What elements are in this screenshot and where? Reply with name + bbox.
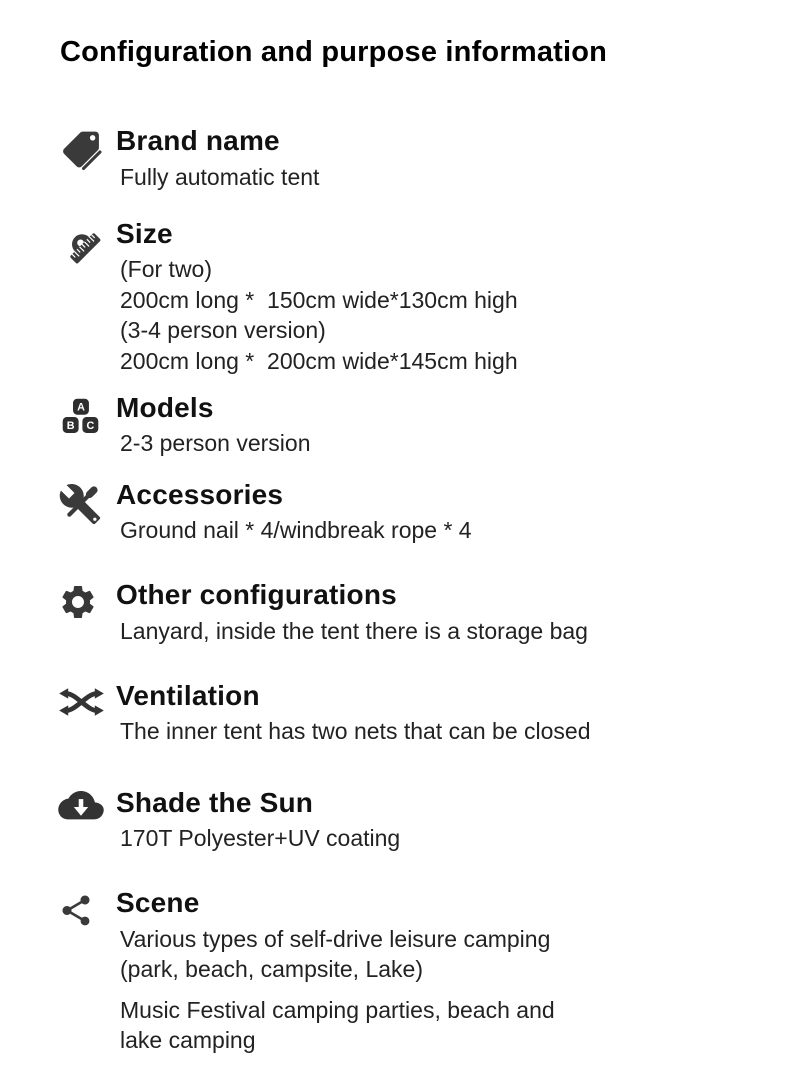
- section-body: [116, 823, 790, 853]
- section-line: (For two): [120, 256, 212, 283]
- spec-section: [58, 579, 790, 646]
- section-content: [116, 680, 790, 747]
- section-heading: Accessories: [116, 478, 284, 510]
- section-heading: Models: [116, 391, 214, 423]
- section-heading: Other configurations: [116, 579, 397, 611]
- section-line: lake camping: [120, 1026, 256, 1053]
- section-line: 2-3 person version: [120, 430, 311, 457]
- spec-section: [58, 392, 790, 459]
- section-line: 200cm long * 150cm wide*130cm high: [120, 286, 518, 313]
- section-line: The inner tent has two nets that can be closed: [120, 718, 591, 745]
- shuffle-arrows-icon: [58, 680, 116, 729]
- section-body: [116, 254, 790, 375]
- spec-section: [58, 125, 790, 192]
- tag-icon: [58, 125, 116, 174]
- spec-section: [58, 218, 790, 376]
- section-content: [116, 392, 790, 459]
- section-body: [116, 162, 790, 192]
- section-body: [116, 616, 790, 646]
- svg-text:B: B: [66, 419, 75, 432]
- section-line: (3-4 person version): [120, 317, 326, 344]
- section-body: [116, 716, 790, 746]
- section-content: [116, 579, 790, 646]
- section-heading: Brand name: [116, 125, 280, 157]
- section-content: [116, 218, 790, 376]
- section-body: [116, 428, 790, 458]
- cloud-download-icon: [58, 787, 116, 836]
- section-content: [116, 787, 790, 854]
- svg-text:A: A: [77, 401, 85, 414]
- section-heading: Scene: [116, 887, 200, 919]
- section-content: [116, 479, 790, 546]
- section-body: [116, 924, 790, 1055]
- section-line: Music Festival camping parties, beach and: [120, 996, 555, 1023]
- section-heading: Size: [116, 218, 173, 250]
- section-line: 170T Polyester+UV coating: [120, 825, 401, 852]
- spec-section: [58, 787, 790, 854]
- svg-text:C: C: [86, 419, 95, 432]
- abc-blocks-icon: [58, 392, 116, 441]
- spec-section: [58, 887, 790, 1055]
- section-line: (park, beach, campsite, Lake): [120, 956, 423, 983]
- share-icon: [58, 887, 116, 936]
- section-content: [116, 887, 790, 1055]
- spec-section: [58, 479, 790, 546]
- page-title: Configuration and purpose information: [60, 36, 608, 68]
- tools-icon: [58, 479, 116, 528]
- section-body: [116, 515, 790, 545]
- section-content: [116, 125, 790, 192]
- section-paragraph: [116, 995, 790, 1056]
- spec-sections-list: [58, 125, 790, 1055]
- section-line: Various types of self-drive leisure camping: [120, 925, 551, 952]
- section-line: 200cm long * 200cm wide*145cm high: [120, 347, 518, 374]
- section-line: Ground nail * 4/windbreak rope * 4: [120, 516, 472, 543]
- ruler-protractor-icon: [58, 218, 116, 269]
- section-paragraph: [116, 924, 790, 985]
- section-heading: Ventilation: [116, 680, 260, 712]
- spec-section: [58, 680, 790, 747]
- gear-icon: [58, 579, 116, 628]
- section-line: Fully automatic tent: [120, 163, 320, 190]
- section-line: Lanyard, inside the tent there is a storage bag: [120, 617, 588, 644]
- section-heading: Shade the Sun: [116, 786, 314, 818]
